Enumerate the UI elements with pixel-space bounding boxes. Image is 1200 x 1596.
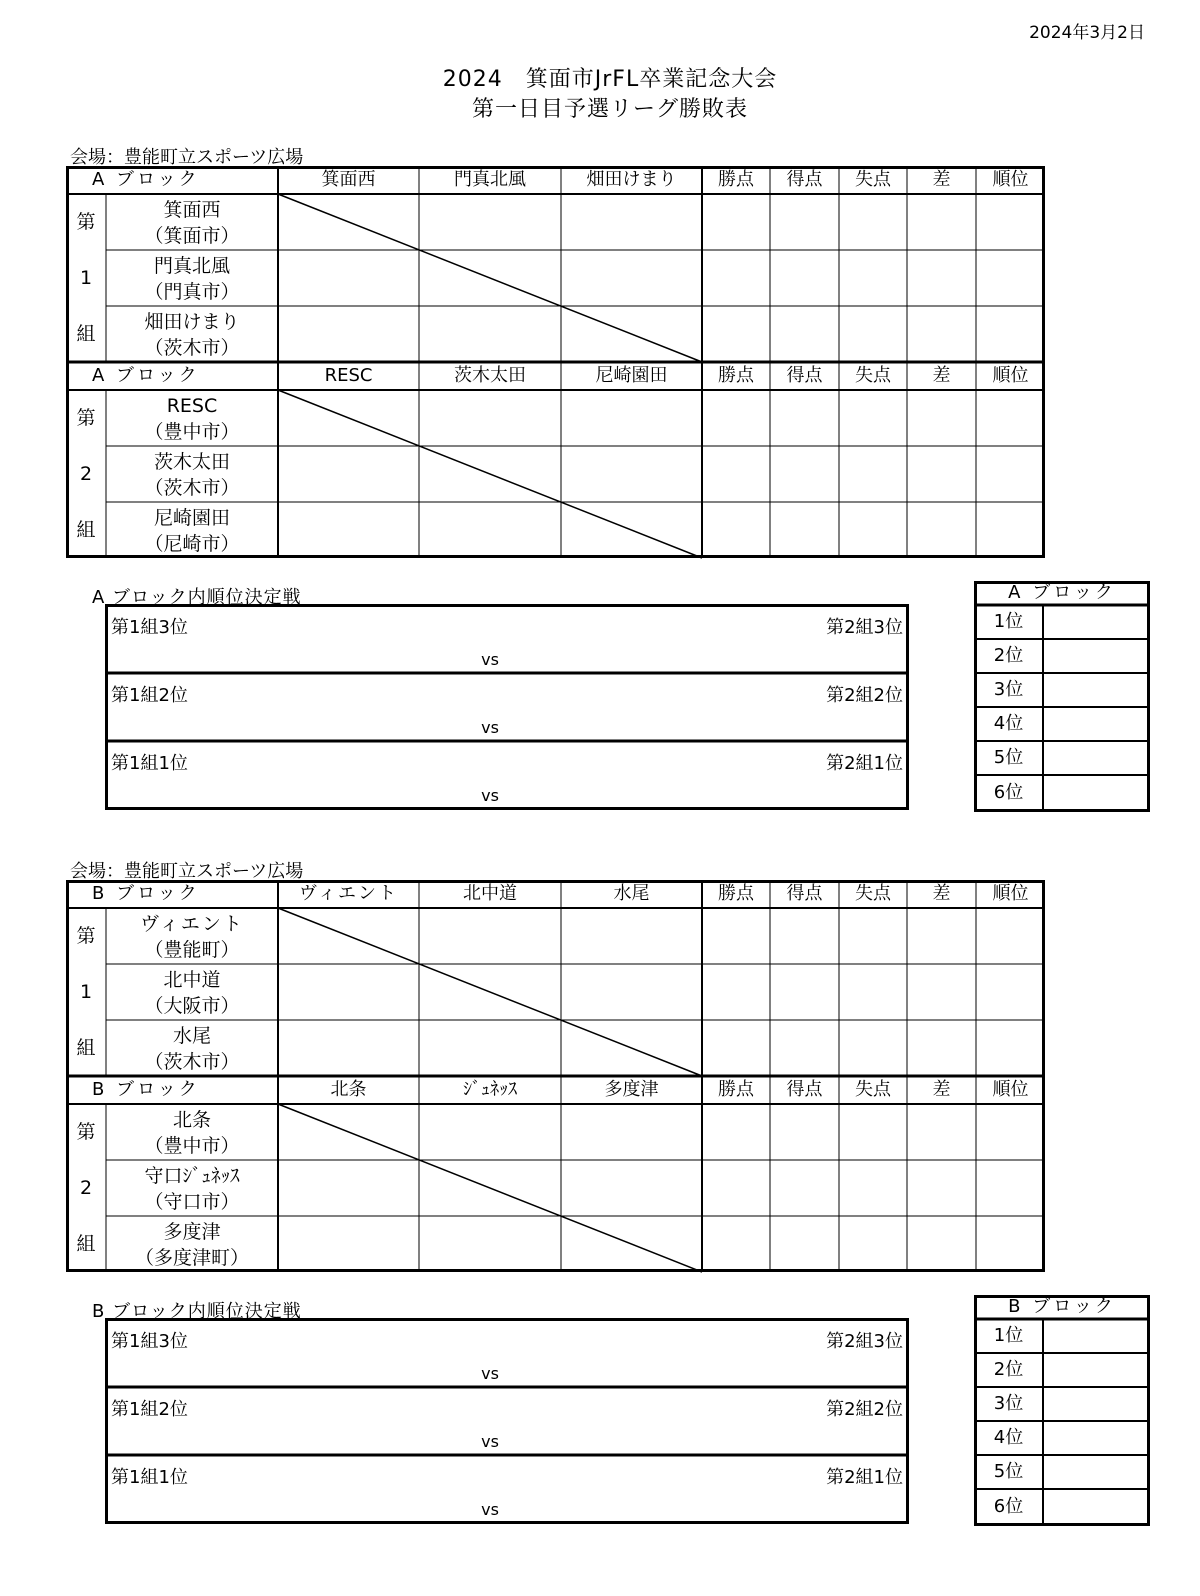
- column-header-goals-for: 得点: [786, 365, 823, 386]
- rank-label: 6位: [993, 782, 1024, 803]
- group-label-dai: 第: [76, 210, 96, 233]
- group-label-dai: 第: [76, 406, 96, 429]
- diagonal-line: [278, 908, 702, 1076]
- match-vs-label: vs: [481, 1364, 499, 1383]
- column-header-difference: 差: [932, 883, 951, 904]
- diagonal-line: [278, 390, 702, 558]
- match-left-team: 第1組3位: [111, 1331, 188, 1352]
- document-date: 2024年3月2日: [1029, 23, 1145, 43]
- column-header-team: ｼﾞｭﾈｯｽ: [463, 1079, 517, 1100]
- match-left-team: 第1組3位: [111, 617, 188, 638]
- group-number: 2: [79, 1176, 93, 1199]
- team-city: （守口市）: [144, 1190, 240, 1213]
- match-right-team: 第2組3位: [826, 617, 903, 638]
- final-ranking-a: [974, 581, 1150, 812]
- document-subtitle: 第一日目予選リーグ勝敗表: [471, 97, 748, 122]
- team-city: （多度津町）: [134, 1246, 249, 1269]
- column-header-team: 箕面西: [321, 169, 376, 190]
- column-header-goals-against: 失点: [855, 1079, 891, 1100]
- match-left-team: 第1組1位: [111, 1467, 188, 1488]
- ranking-matches-a: [105, 604, 909, 810]
- column-header-rank: 順位: [992, 883, 1029, 904]
- match-vs-label: vs: [481, 1432, 499, 1451]
- ranking-matches-a-grid: [105, 604, 909, 810]
- team-name: 茨木太田: [153, 450, 230, 473]
- column-header-team: ヴィエント: [299, 883, 398, 904]
- block-label: B ブロック: [92, 1079, 200, 1100]
- column-header-goals-for: 得点: [786, 169, 823, 190]
- match-right-team: 第2組1位: [826, 753, 903, 774]
- team-city: （豊中市）: [144, 420, 240, 443]
- team-city: （大阪市）: [144, 994, 240, 1017]
- team-name: 守口ｼﾞｭﾈｯｽ: [144, 1164, 240, 1187]
- column-header-goals-against: 失点: [855, 169, 891, 190]
- team-name: 畑田けまり: [144, 310, 240, 333]
- column-header-team: 水尾: [613, 883, 650, 904]
- rank-label: 1位: [993, 611, 1024, 632]
- column-header-points: 勝点: [718, 883, 754, 904]
- team-name: 多度津: [163, 1220, 221, 1243]
- ranking-matches-b-grid: [105, 1318, 909, 1524]
- venue-label-a: 会場：豊能町立スポーツ広場: [70, 147, 304, 168]
- column-header-goals-against: 失点: [855, 365, 891, 386]
- column-header-team: 尼崎園田: [595, 365, 668, 386]
- ranking-match-title-b: B ブロック内順位決定戦: [92, 1301, 302, 1322]
- column-header-team: 門真北風: [454, 169, 526, 190]
- ranking-match-title-a: A ブロック内順位決定戦: [92, 587, 302, 608]
- team-name: 北中道: [163, 968, 221, 991]
- team-name: 尼崎園田: [153, 506, 230, 529]
- venue-label-b: 会場：豊能町立スポーツ広場: [70, 861, 304, 882]
- group-label-dai: 第: [76, 924, 96, 947]
- team-name: 箕面西: [163, 198, 221, 221]
- column-header-difference: 差: [932, 169, 951, 190]
- final-ranking-header: B ブロック: [1008, 1296, 1116, 1317]
- block-label: A ブロック: [92, 169, 200, 190]
- column-header-rank: 順位: [992, 169, 1029, 190]
- final-ranking-header: A ブロック: [1008, 582, 1116, 603]
- team-city: （箕面市）: [144, 224, 240, 247]
- column-header-goals-for: 得点: [786, 883, 823, 904]
- group-label-kumi: 組: [76, 518, 96, 541]
- group-number: 1: [79, 980, 93, 1003]
- match-vs-label: vs: [481, 718, 499, 737]
- rank-label: 4位: [993, 713, 1024, 734]
- team-city: （茨木市）: [144, 476, 240, 499]
- column-header-team: 畑田けまり: [586, 169, 677, 190]
- group-label-dai: 第: [76, 1120, 96, 1143]
- final-ranking-b: [974, 1295, 1150, 1526]
- ranking-matches-b: [105, 1318, 909, 1524]
- team-name: 北条: [172, 1108, 211, 1131]
- column-header-team: 北中道: [463, 883, 517, 904]
- team-name: 水尾: [172, 1024, 211, 1047]
- column-header-team: RESC: [324, 365, 373, 386]
- diagonal-line: [278, 1104, 702, 1272]
- rank-label: 5位: [993, 1461, 1024, 1482]
- team-city: （門真市）: [144, 280, 240, 303]
- match-right-team: 第2組2位: [826, 1399, 903, 1420]
- group-number: 1: [79, 266, 93, 289]
- column-header-team: 多度津: [604, 1079, 659, 1100]
- team-city: （尼崎市）: [144, 532, 240, 555]
- match-left-team: 第1組2位: [111, 1399, 188, 1420]
- rank-label: 1位: [993, 1325, 1024, 1346]
- column-header-goals-for: 得点: [786, 1079, 823, 1100]
- column-header-rank: 順位: [992, 1079, 1029, 1100]
- team-name: RESC: [166, 394, 218, 417]
- column-header-points: 勝点: [718, 169, 754, 190]
- group-label-kumi: 組: [76, 1036, 96, 1059]
- rank-label: 2位: [993, 645, 1024, 666]
- team-city: （豊中市）: [144, 1134, 240, 1157]
- league-table-b: [66, 880, 1045, 1272]
- match-vs-label: vs: [481, 650, 499, 669]
- column-header-goals-against: 失点: [855, 883, 891, 904]
- team-city: （豊能町）: [144, 938, 240, 961]
- match-vs-label: vs: [481, 786, 499, 805]
- rank-label: 5位: [993, 747, 1024, 768]
- match-vs-label: vs: [481, 1500, 499, 1519]
- rank-label: 2位: [993, 1359, 1024, 1380]
- group-label-kumi: 組: [76, 322, 96, 345]
- column-header-difference: 差: [932, 365, 951, 386]
- match-left-team: 第1組2位: [111, 685, 188, 706]
- column-header-rank: 順位: [992, 365, 1029, 386]
- rank-label: 4位: [993, 1427, 1024, 1448]
- team-city: （茨木市）: [144, 1050, 240, 1073]
- diagonal-line: [278, 194, 702, 362]
- document-title: 2024 箕面市JrFL卒業記念大会: [442, 67, 778, 92]
- team-name: 門真北風: [153, 254, 230, 277]
- column-header-points: 勝点: [718, 365, 754, 386]
- rank-label: 3位: [993, 679, 1024, 700]
- column-header-difference: 差: [932, 1079, 951, 1100]
- column-header-team: 北条: [330, 1079, 367, 1100]
- match-left-team: 第1組1位: [111, 753, 188, 774]
- block-label: A ブロック: [92, 365, 200, 386]
- team-name: ヴィエント: [140, 912, 244, 935]
- rank-label: 3位: [993, 1393, 1024, 1414]
- match-right-team: 第2組2位: [826, 685, 903, 706]
- rank-label: 6位: [993, 1496, 1024, 1517]
- match-right-team: 第2組3位: [826, 1331, 903, 1352]
- team-city: （茨木市）: [144, 336, 240, 359]
- league-table-a: [66, 166, 1045, 558]
- match-right-team: 第2組1位: [826, 1467, 903, 1488]
- column-header-points: 勝点: [718, 1079, 754, 1100]
- column-header-team: 茨木太田: [454, 365, 526, 386]
- group-number: 2: [79, 462, 93, 485]
- group-label-kumi: 組: [76, 1232, 96, 1255]
- block-label: B ブロック: [92, 883, 200, 904]
